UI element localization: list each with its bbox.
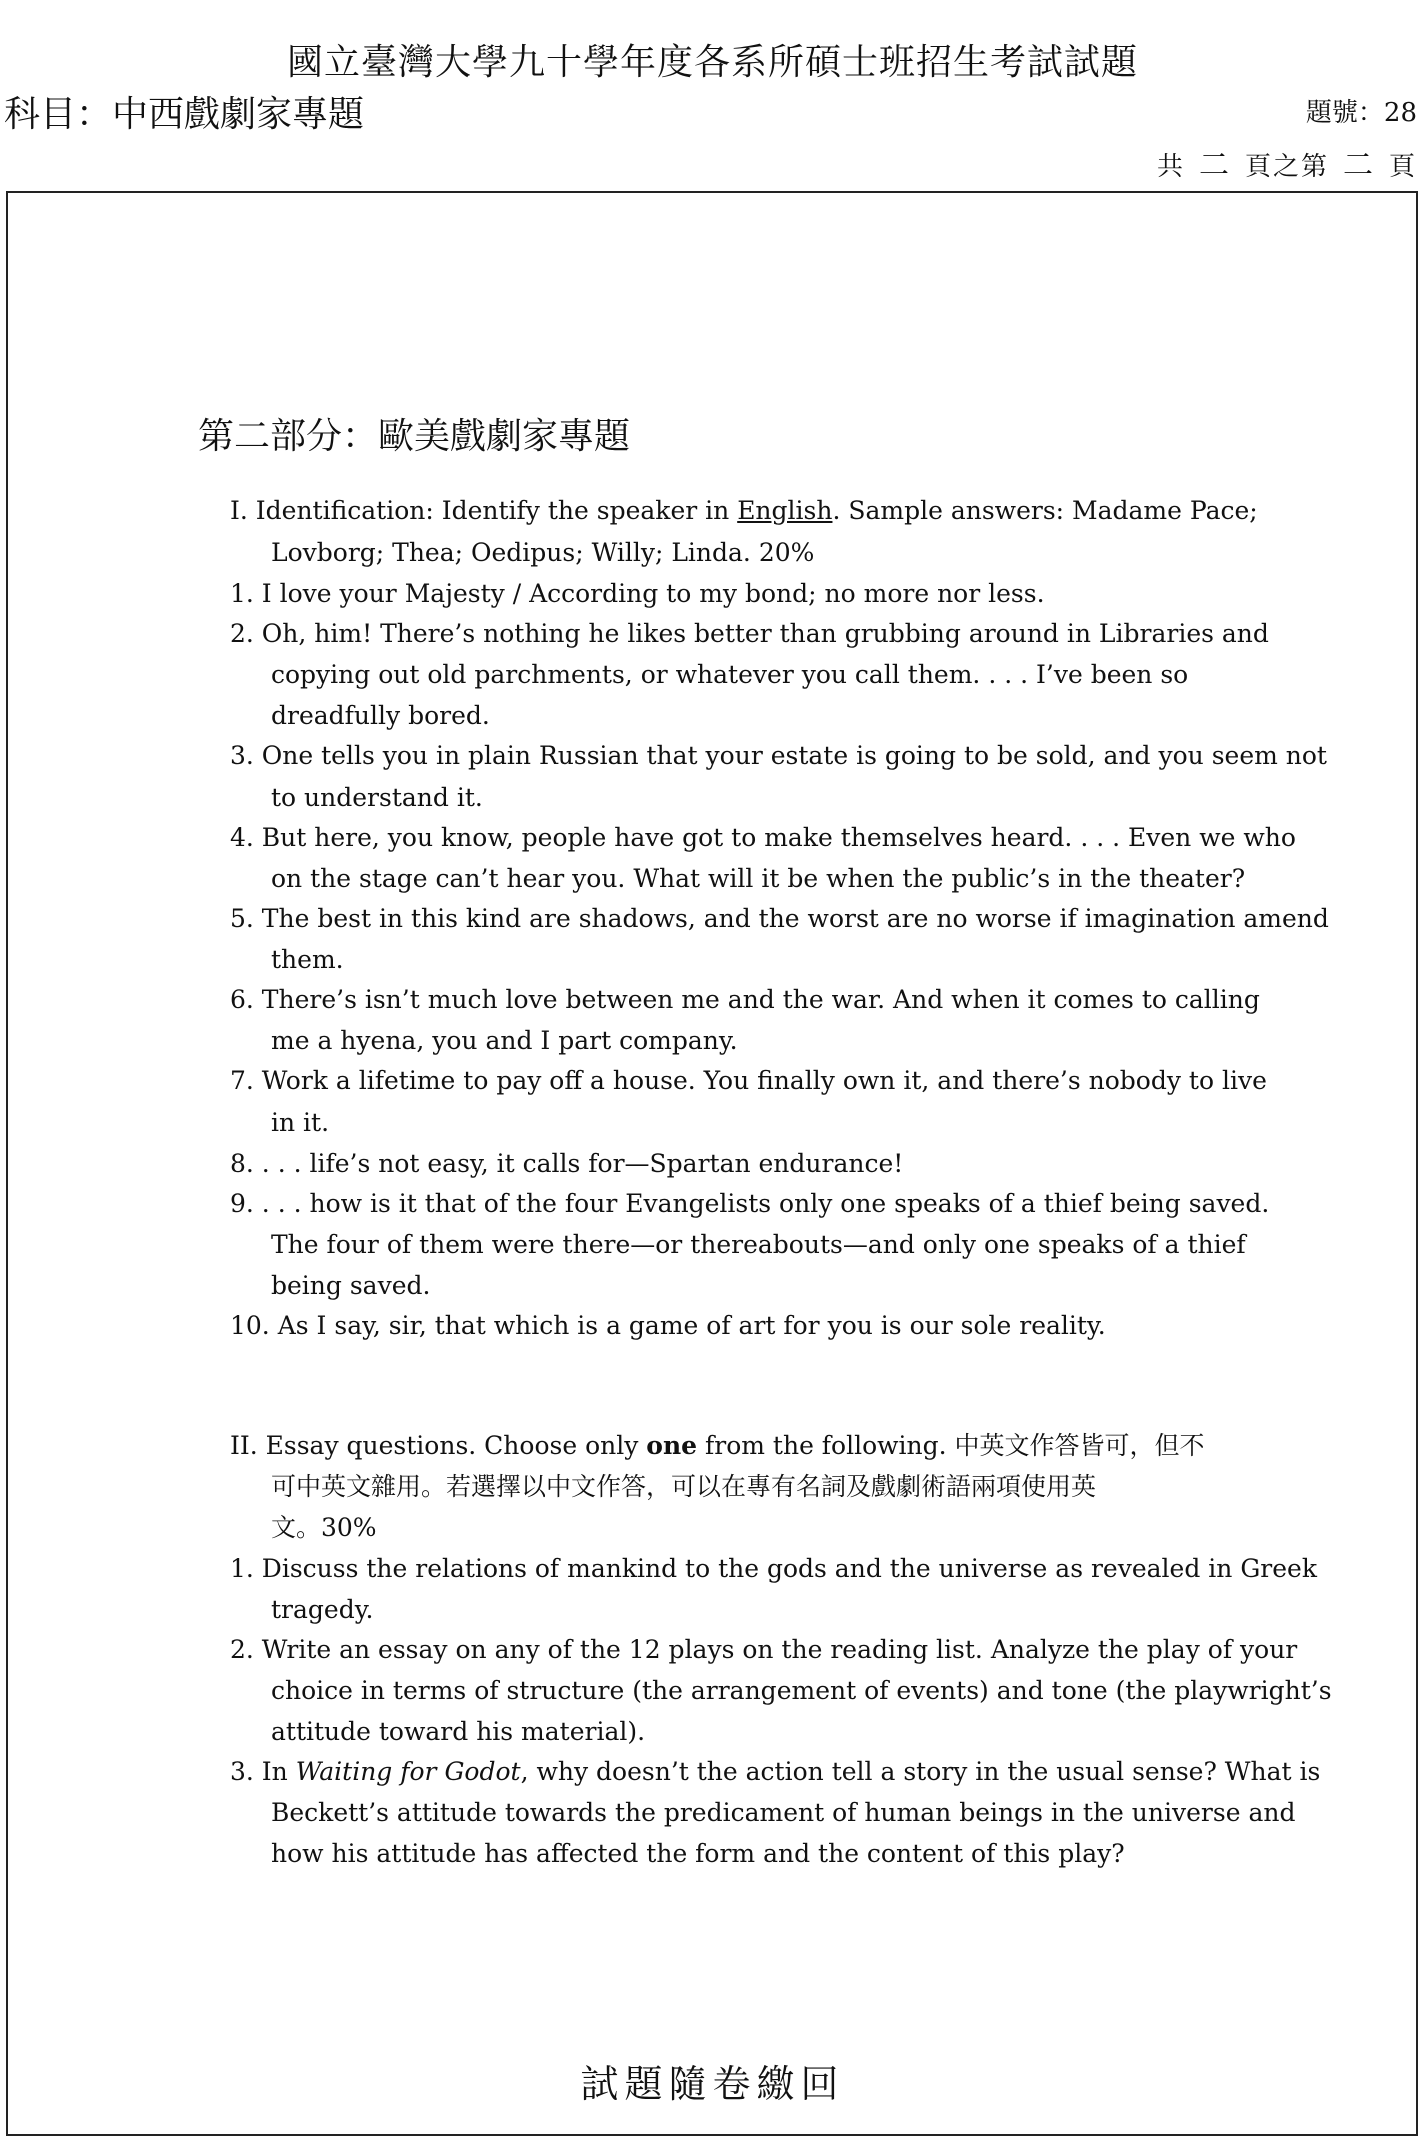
part1-question-9-cont: The four of them were there—or thereabouts—and only one speaks of a thief (271, 1230, 1246, 1259)
part1-question-7: 7. Work a lifetime to pay off a house. You finally own it, and there’s nobody to live (230, 1066, 1267, 1095)
play-title: Waiting for Godot (295, 1757, 521, 1786)
part2-instruction-one: one (646, 1431, 698, 1460)
part2-instruction-text: II. Essay questions. Choose only (230, 1431, 647, 1460)
part2-question-3-pre: 3. In (230, 1757, 296, 1786)
part2-question-3 (230, 1759, 1320, 1784)
return-notice: 試題隨卷繳回 (580, 2062, 845, 2106)
part2-instruction (230, 1433, 1205, 1458)
part2-question-3-post: , why doesn’t the action tell a story in the usual sense? What is (520, 1757, 1321, 1786)
part1-question-7-cont: in it. (271, 1108, 330, 1137)
part1-instruction-line2: Lovborg; Thea; Oedipus; Willy; Linda. 20% (271, 538, 815, 567)
part1-question-5: 5. The best in this kind are shadows, and the worst are no worse if imagination amend (230, 904, 1329, 933)
part2-question-2-cont: choice in terms of structure (the arrangement of events) and tone (the playwright’s (271, 1676, 1332, 1705)
pages-current: 二 (1342, 148, 1375, 183)
part1-question-10: 10. As I say, sir, that which is a game of art for you is our sole reality. (230, 1311, 1106, 1340)
pages-suffix: 頁 (1388, 152, 1417, 182)
part1-question-4: 4. But here, you know, people have got to make themselves heard. . . . Even we who (230, 823, 1296, 852)
part2-instruction-line3: 文。30% (271, 1513, 377, 1542)
part1-instruction-text: I. Identification: Identify the speaker in (230, 496, 738, 525)
part1-question-9-cont: being saved. (271, 1271, 431, 1300)
part1-question-9: 9. . . . how is it that of the four Evangelists only one speaks of a thief being saved. (230, 1189, 1270, 1218)
section-heading: 第二部分：歐美戲劇家專題 (198, 416, 631, 457)
exam-header-title: 國立臺灣大學九十學年度各系所碩士班招生考試試題 (286, 42, 1138, 83)
part2-question-2: 2. Write an essay on any of the 12 plays on the reading list. Analyze the play of your (230, 1635, 1298, 1664)
part1-question-1: 1. I love your Majesty / According to my bond; no more nor less. (230, 579, 1045, 608)
part1-question-6: 6. There’s isn’t much love between me and the war. And when it comes to calling (230, 985, 1260, 1014)
pages-prefix: 共 (1156, 152, 1185, 182)
question-number: 題號：28 (1305, 98, 1417, 128)
part2-question-2-cont: attitude toward his material). (271, 1717, 646, 1746)
part1-question-3-cont: to understand it. (271, 783, 483, 812)
part1-instruction-text-b: . Sample answers: Madame Pace; (832, 496, 1258, 525)
page-indicator (1157, 140, 1417, 184)
part2-question-1-cont: tragedy. (271, 1595, 374, 1624)
part1-question-8: 8. . . . life’s not easy, it calls for—Spartan endurance! (230, 1149, 904, 1178)
subject-label: 科目：中西戲劇家專題 (4, 94, 365, 135)
part1-question-6-cont: me a hyena, you and I part company. (271, 1026, 738, 1055)
pages-total: 二 (1198, 148, 1231, 183)
part2-instruction-text-b: from the following. 中英文作答皆可，但不 (697, 1431, 1205, 1460)
part1-question-3: 3. One tells you in plain Russian that your estate is going to be sold, and you seem not (230, 741, 1327, 770)
part1-question-5-cont: them. (271, 945, 344, 974)
part1-question-2-cont: dreadfully bored. (271, 701, 490, 730)
pages-mid: 頁之第 (1244, 152, 1329, 182)
part2-instruction-line2: 可中英文雜用。若選擇以中文作答，可以在專有名詞及戲劇術語兩項使用英 (271, 1472, 1097, 1501)
part2-question-3-cont: how his attitude has affected the form and the content of this play? (271, 1839, 1125, 1868)
part1-question-4-cont: on the stage can’t hear you. What will it be when the public’s in the theater? (271, 864, 1246, 893)
part1-instruction (230, 498, 1258, 523)
part2-question-1: 1. Discuss the relations of mankind to the gods and the universe as revealed in Greek (230, 1554, 1317, 1583)
part1-question-2: 2. Oh, him! There’s nothing he likes better than grubbing around in Libraries and (230, 619, 1269, 648)
part1-question-2-cont: copying out old parchments, or whatever you call them. . . . I’ve been so (271, 660, 1189, 689)
part2-question-3-cont: Beckett’s attitude towards the predicament of human beings in the universe and (271, 1798, 1296, 1827)
part1-instruction-english: English (737, 496, 833, 525)
